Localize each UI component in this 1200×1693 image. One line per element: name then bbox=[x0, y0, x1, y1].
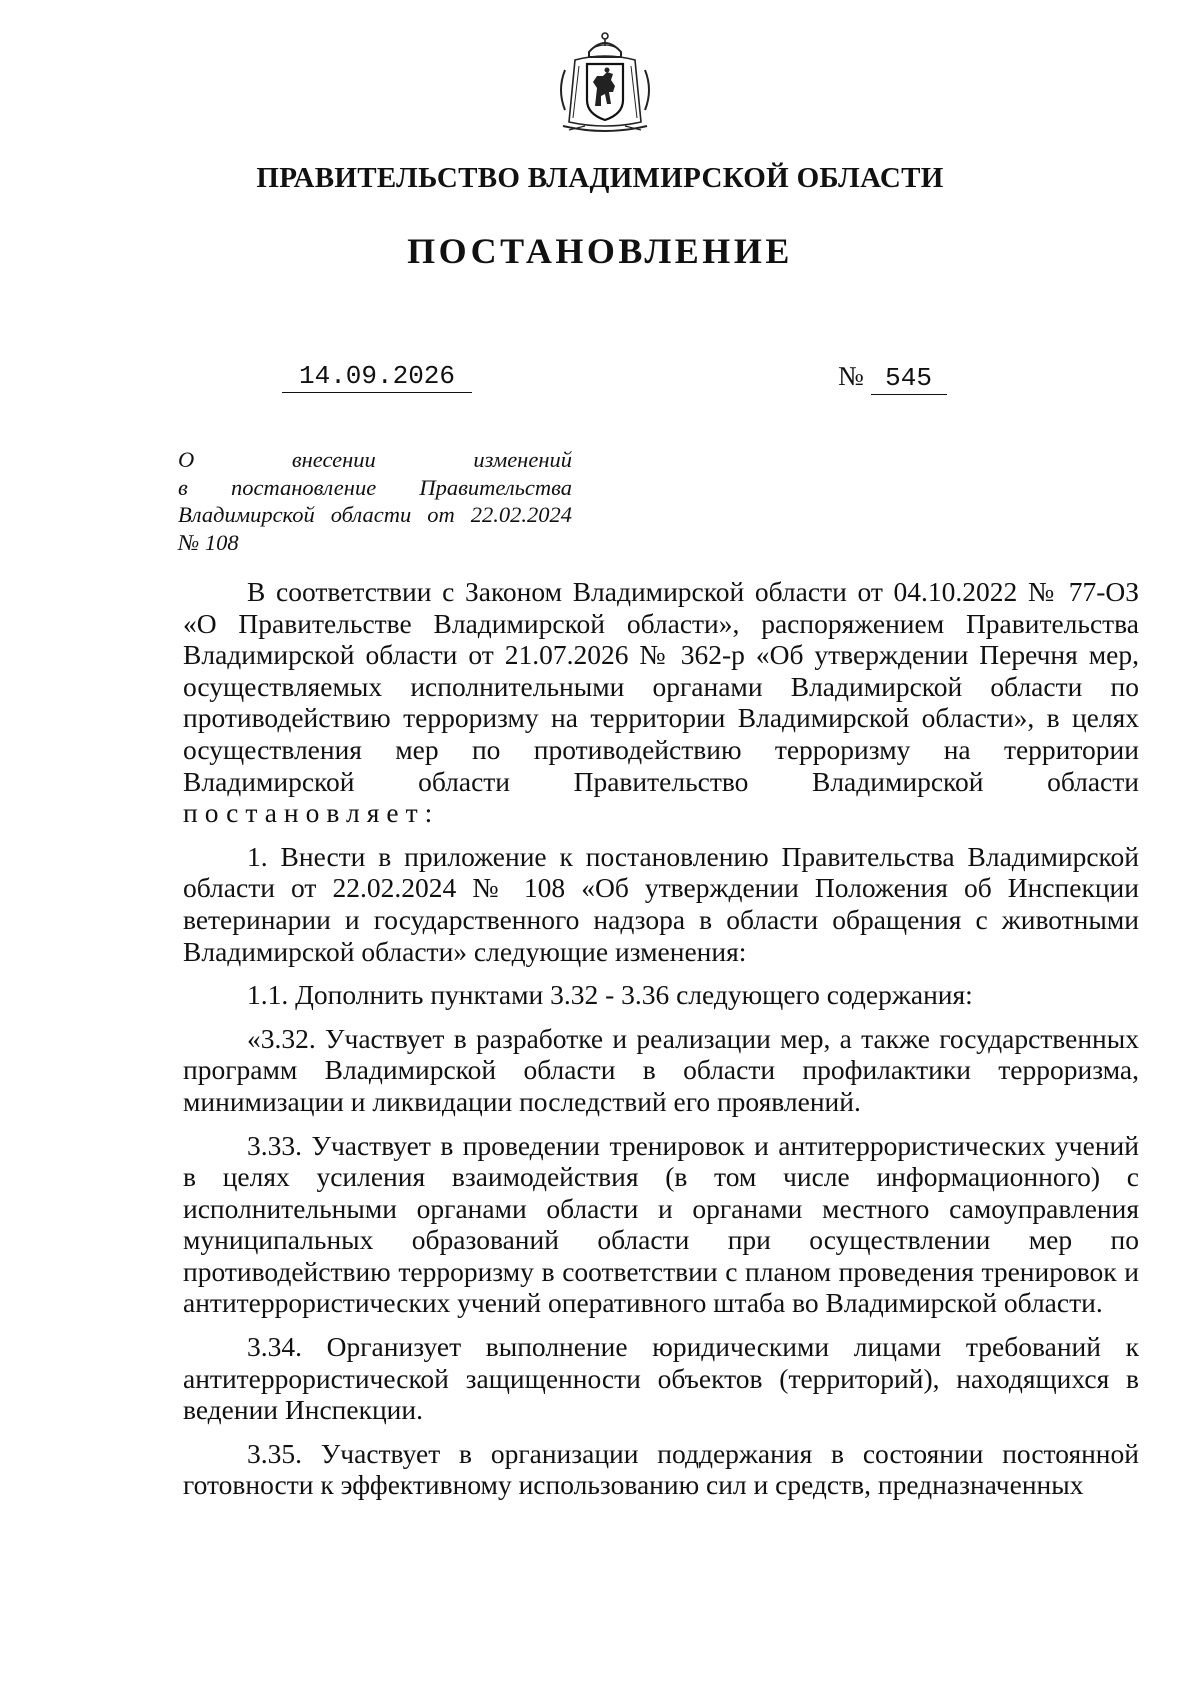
number-label: № bbox=[838, 361, 864, 391]
number-value: 545 bbox=[871, 362, 947, 395]
preamble-text: В соответствии с Законом Владимирской области от 04.10.2022 № 77-ОЗ «О Правительстве Владимирской области», распоряжением Правительства Владимирской области от 21.07.2026 № 362-р «Об утверждении Перечня мер, осуществляемых исполнительными органами Владимирской области по противодействию терроризму на территории Владимирской области», в целях осуществления мер по противодействию терроризму на территории Владимирской области Правительство Владимирской области bbox=[183, 576, 1139, 797]
document-title bbox=[178, 446, 572, 556]
paragraph-3-32: «3.32. Участвует в разработке и реализации мер, а также государственных программ Владимирской области в области профилактики терроризма, минимизации и ликвидации последствий его проявлений. bbox=[183, 1022, 1139, 1117]
paragraph-3-33: 3.33. Участвует в проведении тренировок и антитеррористических учений в целях усиления взаимодействия (в том числе информационного) с исполнительными органами области и органами местного самоуправления муниципальных образований области при осуществлении мер по противодействию терроризму в соответствии с планом проведения тренировок и антитеррористических учений оперативного штаба во Владимирской области. bbox=[183, 1129, 1139, 1319]
resolves-word: постановляет: bbox=[183, 797, 440, 829]
document-type: ПОСТАНОВЛЕНИЕ bbox=[407, 231, 793, 271]
paragraph-1-1: 1.1. Дополнить пунктами 3.32 - 3.36 следующего содержания: bbox=[247, 979, 973, 1011]
organization-name: ПРАВИТЕЛЬСТВО ВЛАДИМИРСКОЙ ОБЛАСТИ bbox=[256, 162, 944, 194]
title-line: № 108 bbox=[178, 529, 239, 555]
paragraph-1: 1. Внести в приложение к постановлению Правительства Владимирской области от 22.02.2024 № 108 «Об утверждении Положения об Инспекции ветеринарии и государственного надзора в области обращения с животными Владимирской области» следующие изменения: bbox=[183, 840, 1139, 967]
preamble-paragraph bbox=[183, 576, 1139, 829]
coat-of-arms-emblem bbox=[555, 30, 655, 138]
title-line: Владимирской области от 22.02.2024 bbox=[178, 502, 572, 527]
document-number bbox=[838, 360, 947, 395]
document-body bbox=[183, 576, 1139, 1513]
document-date: 14.09.2026 bbox=[282, 360, 472, 393]
paragraph-3-34: 3.34. Организует выполнение юридическими лицами требований к антитеррористической защищенности объектов (территорий), находящихся в ведении Инспекции. bbox=[183, 1331, 1139, 1426]
title-line: в постановление Правительства bbox=[178, 474, 572, 500]
paragraph-3-35: 3.35. Участвует в организации поддержания в состоянии постоянной готовности к эффективному использованию сил и средств, предназначенных bbox=[183, 1437, 1139, 1501]
title-line: О внесении изменений bbox=[178, 447, 572, 472]
